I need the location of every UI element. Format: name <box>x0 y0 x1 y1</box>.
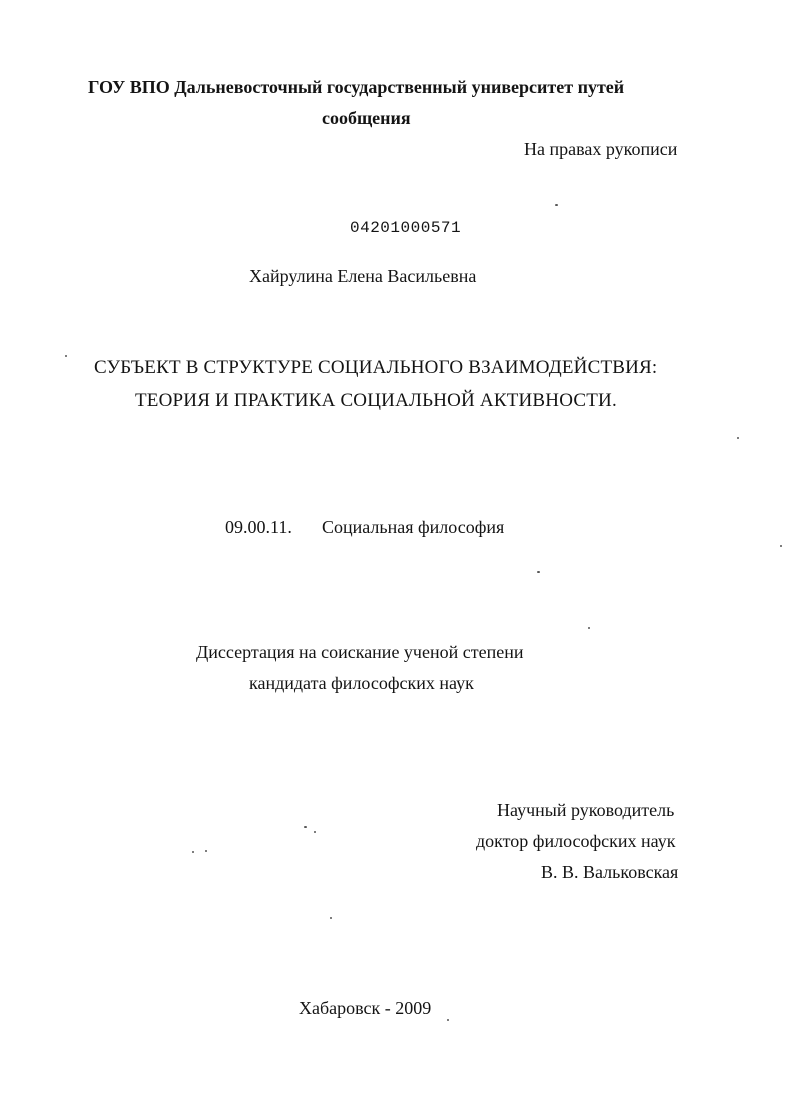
scan-speck <box>314 831 316 833</box>
scan-speck <box>447 1019 449 1021</box>
rights-note: На правах рукописи <box>524 139 678 159</box>
institution-line-1: ГОУ ВПО Дальневосточный государственный университет путей <box>88 77 625 97</box>
degree-line-1: Диссертация на соискание ученой степени <box>196 642 524 662</box>
specialty-code: 09.00.11. <box>225 517 292 537</box>
scan-speck <box>304 826 307 828</box>
degree-line-2: кандидата философских наук <box>249 673 474 693</box>
institution-line-2: сообщения <box>322 108 411 128</box>
scan-speck <box>192 851 194 853</box>
scan-speck <box>588 627 590 629</box>
supervisor-role: Научный руководитель <box>497 800 675 820</box>
supervisor-degree: доктор философских наук <box>476 831 676 851</box>
scan-speck <box>737 437 739 439</box>
thesis-title-line-1: СУБЪЕКТ В СТРУКТУРЕ СОЦИАЛЬНОГО ВЗАИМОДЕЙСТВИЯ: <box>94 357 658 378</box>
scan-speck <box>330 917 332 919</box>
scan-speck <box>205 850 207 852</box>
author-name: Хайрулина Елена Васильевна <box>249 266 477 286</box>
registry-number: 04201000571 <box>350 219 462 237</box>
specialty-name: Социальная философия <box>322 517 505 537</box>
scan-speck <box>537 571 540 573</box>
thesis-title-line-2: ТЕОРИЯ И ПРАКТИКА СОЦИАЛЬНОЙ АКТИВНОСТИ. <box>135 390 617 411</box>
scan-speck <box>65 355 67 357</box>
scan-speck <box>555 204 558 206</box>
scan-speck <box>780 545 782 547</box>
supervisor-name: В. В. Вальковская <box>541 862 679 882</box>
city-year: Хабаровск - 2009 <box>299 998 432 1018</box>
